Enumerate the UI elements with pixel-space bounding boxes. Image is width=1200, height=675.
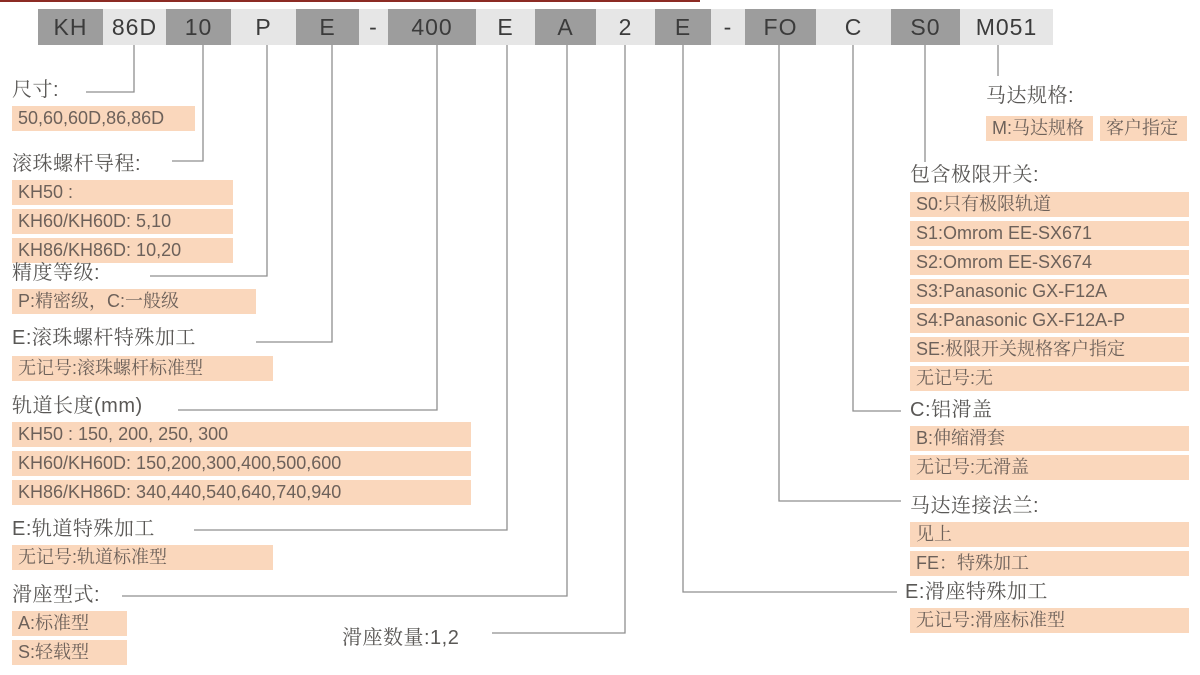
group-size-title: 尺寸: (12, 79, 60, 101)
lead-option: KH60/KH60D: 5,10 (12, 209, 233, 234)
accuracy-option: P:精密级，C:一般级 (12, 289, 256, 314)
code-segment-5--: - (359, 9, 388, 45)
group-size (12, 78, 195, 131)
rail_special-option: 无记号:轨道标准型 (12, 545, 273, 570)
group-slider-special (905, 580, 1189, 633)
code-segment-2-10: 10 (166, 9, 231, 45)
group-rail-length (12, 394, 471, 505)
group-motor-spec (986, 84, 1194, 141)
code-segment-10-E: E (655, 9, 711, 45)
flange-option: FE：特殊加工 (910, 551, 1189, 576)
group-rail-special-title: E:轨道特殊加工 (12, 518, 155, 540)
rail_length-option: KH86/KH86D: 340,440,540,640,740,940 (12, 480, 471, 505)
group-screw-special-title: E:滚珠螺杆特殊加工 (12, 327, 196, 349)
code-segment-15-M051: M051 (960, 9, 1053, 45)
group-rail-length-title: 轨道长度(mm) (12, 395, 143, 417)
code-segment-14-S0: S0 (891, 9, 960, 45)
limit_switch-option: S0:只有极限轨道 (910, 192, 1189, 217)
group-cover-title: C:铝滑盖 (910, 399, 993, 421)
screw_special-option: 无记号:滚珠螺杆标准型 (12, 356, 273, 381)
group-rail-special (12, 517, 273, 570)
slider_type-option: S:轻载型 (12, 640, 127, 665)
size-option: 50,60,60D,86,86D (12, 106, 195, 131)
group-motor-spec-title: 马达规格: (986, 85, 1075, 107)
flange-option: 见上 (910, 522, 1189, 547)
code-segment-1-86D: 86D (103, 9, 166, 45)
code-segment-0-KH: KH (38, 9, 103, 45)
group-cover (910, 398, 1189, 480)
limit_switch-option: 无记号:无 (910, 366, 1189, 391)
code-segment-3-P: P (231, 9, 296, 45)
code-segment-4-E: E (296, 9, 359, 45)
limit_switch-option: S4:Panasonic GX-F12A-P (910, 308, 1189, 333)
rail_length-option: KH50 : 150, 200, 250, 300 (12, 422, 471, 447)
group-slider-type-title: 滑座型式: (12, 584, 101, 606)
group-ball-screw-lead-title: 滚珠螺杆导程: (12, 153, 142, 175)
motor_spec-option: M:马达规格 (986, 116, 1093, 141)
code-segment-8-A: A (535, 9, 596, 45)
group-slider-type (12, 583, 127, 665)
motor_spec-option: 客户指定 (1100, 116, 1187, 141)
group-ball-screw-lead (12, 152, 233, 263)
slider_type-option: A:标准型 (12, 611, 127, 636)
limit_switch-option: SE:极限开关规格客户指定 (910, 337, 1189, 362)
connector-slider-count (492, 45, 625, 633)
code-segment-12-FO: FO (745, 9, 816, 45)
cover-option: 无记号:无滑盖 (910, 455, 1189, 480)
rail_length-option: KH60/KH60D: 150,200,300,400,500,600 (12, 451, 471, 476)
code-segment-7-E: E (476, 9, 535, 45)
group-slider-count (342, 626, 459, 650)
cover-option: B:伸缩滑套 (910, 426, 1189, 451)
group-motor-flange-title: 马达连接法兰: (910, 495, 1040, 517)
group-accuracy-grade-title: 精度等级: (12, 262, 101, 284)
group-accuracy-grade (12, 261, 256, 314)
group-slider-special-title: E:滑座特殊加工 (905, 581, 1048, 603)
connector-cover (853, 45, 901, 411)
group-slider-count-title: 滑座数量:1,2 (342, 627, 460, 649)
slider_special-option: 无记号:滑座标准型 (910, 608, 1189, 633)
group-motor-flange (910, 494, 1189, 576)
group-limit-switch (910, 163, 1189, 391)
code-segment-6-400: 400 (388, 9, 476, 45)
limit_switch-option: S3:Panasonic GX-F12A (910, 279, 1189, 304)
connector-slider-special (683, 45, 897, 592)
lead-option: KH50 : (12, 180, 233, 205)
group-screw-special (12, 326, 273, 381)
code-segment-13-C: C (816, 9, 891, 45)
limit_switch-option: S2:Omrom EE-SX674 (910, 250, 1189, 275)
connector-flange (779, 45, 901, 501)
limit_switch-option: S1:Omrom EE-SX671 (910, 221, 1189, 246)
lead-option: KH86/KH86D: 10,20 (12, 238, 233, 263)
code-segment-11--: - (711, 9, 745, 45)
group-limit-switch-title: 包含极限开关: (910, 164, 1040, 186)
code-segment-9-2: 2 (596, 9, 655, 45)
